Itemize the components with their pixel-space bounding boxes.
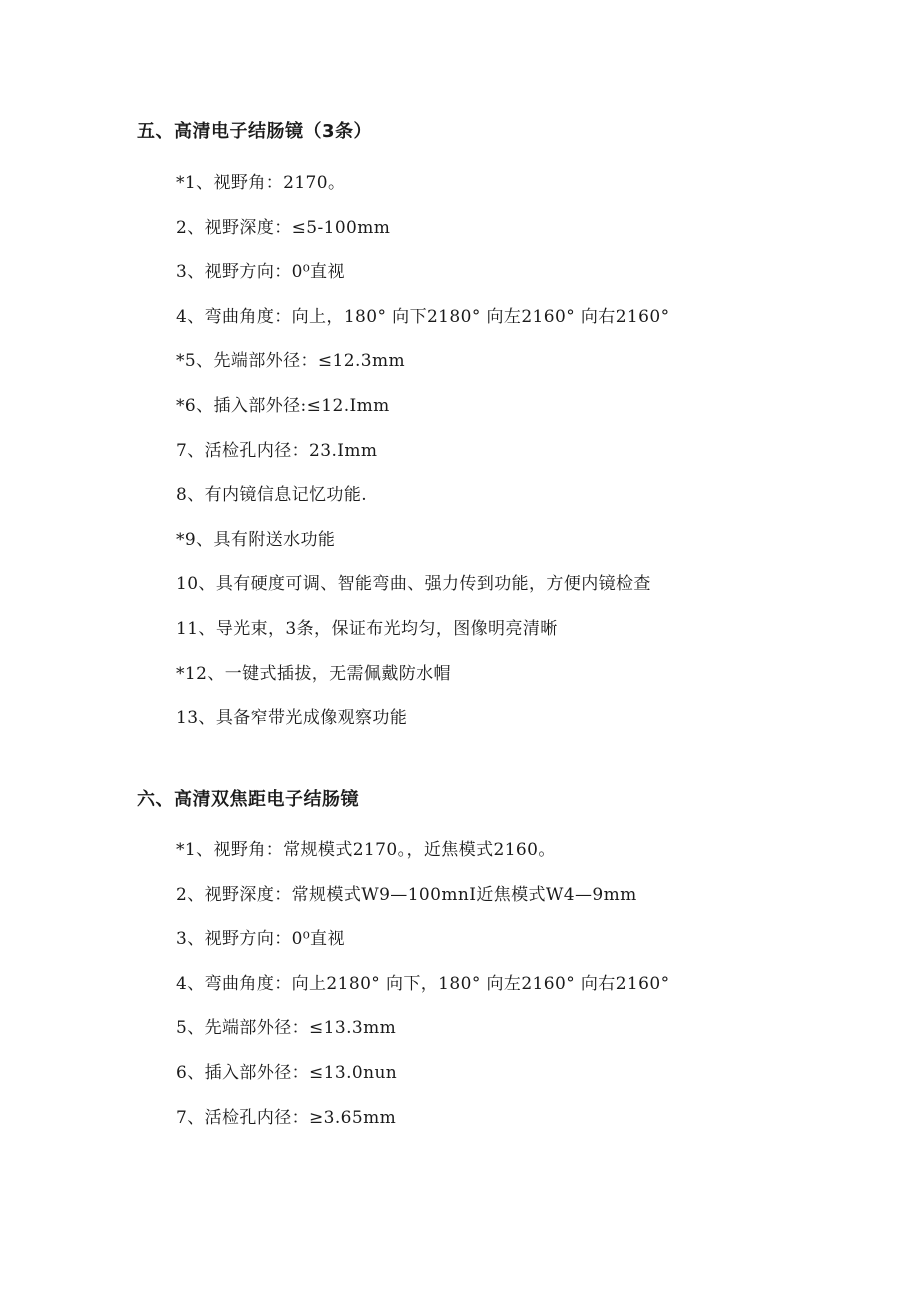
spec-item: 7、活检孔内径：≥3.65mm bbox=[176, 1107, 397, 1128]
spec-item: *1、视野角：常规模式2170。，近焦模式2160。 bbox=[176, 840, 556, 860]
spec-item: *9、具有附送水功能 bbox=[176, 529, 336, 550]
spec-item: 11、导光束，3条，保证布光均匀，图像明亮清晰 bbox=[176, 618, 558, 639]
spec-item: 10、具有硬度可调、智能弯曲、强力传到功能，方便内镜检查 bbox=[176, 574, 651, 595]
spec-item: *12、一键式插拔，无需佩戴防水帽 bbox=[176, 663, 451, 684]
spec-item: 6、插入部外径：≤13.0nun bbox=[176, 1062, 398, 1083]
spec-item: 3、视野方向：0⁰直视 bbox=[176, 929, 345, 950]
spec-item: 5、先端部外径：≤13.3mm bbox=[176, 1018, 397, 1039]
spec-item: 3、视野方向：0⁰直视 bbox=[176, 262, 345, 283]
spec-item: 2、视野深度：常规模式W9—100mnI近焦模式W4—9mm bbox=[176, 884, 637, 905]
spec-item: 4、弯曲角度：向上，180° 向下2180° 向左2160° 向右2160° bbox=[176, 306, 670, 327]
spec-item: 4、弯曲角度：向上2180° 向下，180° 向左2160° 向右2160° bbox=[176, 973, 670, 994]
spec-item: *5、先端部外径：≤12.3mm bbox=[176, 351, 406, 372]
spec-list bbox=[0, 161, 920, 741]
spec-item: *1、视野角：2170。 bbox=[176, 173, 346, 193]
spec-item: 2、视野深度：≤5-100mm bbox=[176, 217, 391, 238]
section-heading: 六、高清双焦距电子结肠镜 bbox=[137, 789, 359, 810]
spec-item: *6、插入部外径:≤12.Imm bbox=[176, 395, 390, 416]
section-dual-focus-colonoscope bbox=[0, 786, 920, 1140]
spec-item: 8、有内镜信息记忆功能. bbox=[176, 485, 368, 506]
section-heading: 五、高清电子结肠镜（3条） bbox=[137, 121, 373, 142]
spec-item: 7、活检孔内径：23.Imm bbox=[176, 440, 378, 461]
section-high-definition-colonoscope bbox=[0, 118, 920, 741]
spec-item: 13、具备窄带光成像观察功能 bbox=[176, 708, 408, 729]
spec-list bbox=[0, 828, 920, 1140]
